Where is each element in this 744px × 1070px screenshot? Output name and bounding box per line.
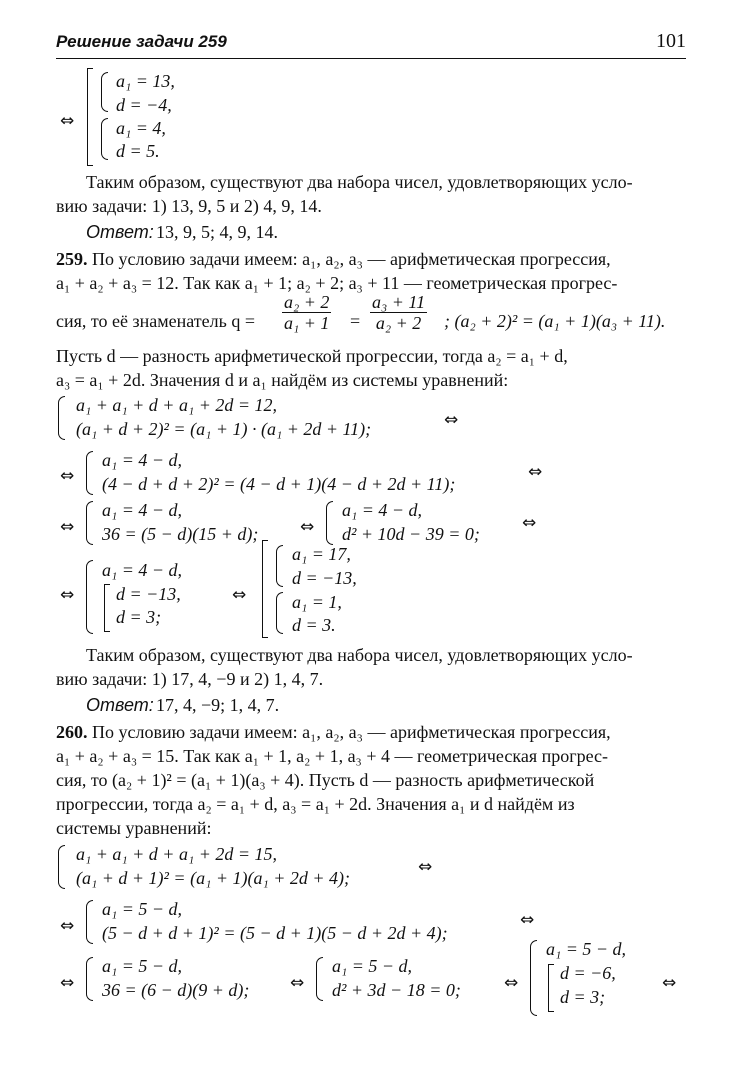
math-line: a₁ = 4 − d, (102, 450, 183, 470)
math-line: a₁ = 5 − d, (102, 956, 183, 976)
text-line: a₃ = a₁ + 2d. Значения d и a₁ найдём из системы уравнений: (56, 370, 509, 390)
equivalence-arrow: ⇔ (662, 973, 677, 993)
text-line: По условию задачи имеем: a₁, a₂, a₃ — арифметическая прогрессия, (92, 722, 611, 742)
equivalence-arrow: ⇔ (444, 410, 459, 430)
text-line: системы уравнений: (56, 818, 212, 838)
math-line: a₁ = 5 − d, (102, 899, 183, 919)
answer-label: Ответ: (86, 695, 154, 715)
math-line: 36 = (6 − d)(9 + d); (102, 980, 250, 1000)
running-header (56, 28, 686, 59)
text-line: Таким образом, существуют два набора чисел, удовлетворяющих усло- (86, 645, 633, 665)
answer-text: 13, 9, 5; 4, 9, 14. (156, 222, 279, 242)
equivalence-arrow: ⇔ (60, 916, 75, 936)
brace (276, 592, 283, 634)
equivalence-arrow: ⇔ (504, 973, 519, 993)
brace (86, 451, 93, 495)
brace (101, 72, 108, 112)
page-number: 101 (656, 30, 686, 52)
text-line: a₁ + a₂ + a₃ = 12. Так как a₁ + 1; a₂ + 2; a₃ + 11 — геометрическая прогрес- (56, 273, 618, 293)
math-line: a₁ = 5 − d, (546, 939, 627, 959)
equivalence-arrow: ⇔ (60, 517, 75, 537)
equivalence-arrow: ⇔ (520, 910, 535, 930)
math-line: a₁ = 4 − d, (342, 500, 423, 520)
header-title: Решение задачи 259 (56, 32, 227, 51)
math-line: d² + 10d − 39 = 0; (342, 524, 480, 544)
text-line: вию задачи: 1) 17, 4, −9 и 2) 1, 4, 7. (56, 669, 324, 689)
equals-sign: = (350, 311, 361, 331)
text-line: По условию задачи имеем: a₁, a₂, a₃ — арифметическая прогрессия, (92, 249, 611, 269)
math-line: (a₁ + d + 2)² = (a₁ + 1) · (a₁ + 2d + 11); (76, 419, 372, 439)
fraction (282, 292, 331, 333)
brace (58, 396, 65, 440)
math-line: (4 − d + d + 2)² = (4 − d + 1)(4 − d + 2d + 11); (102, 474, 456, 494)
math-line: d = 3. (292, 615, 336, 635)
equivalence-arrow: ⇔ (418, 857, 433, 877)
equivalence-arrow: ⇔ (60, 585, 75, 605)
math-line: a₁ = 4 − d, (102, 560, 183, 580)
equivalence-arrow: ⇔ (522, 513, 537, 533)
brace (530, 940, 537, 1016)
answer-label: Ответ: (86, 222, 154, 242)
equivalence-arrow: ⇔ (300, 517, 315, 537)
math-line: a₁ = 1, (292, 592, 342, 612)
text-line: вию задачи: 1) 13, 9, 5 и 2) 4, 9, 14. (56, 196, 322, 216)
math-line: d² + 3d − 18 = 0; (332, 980, 461, 1000)
fraction (370, 292, 427, 333)
bracket (262, 540, 268, 638)
text-line: сия, то её знаменатель q = (56, 311, 255, 331)
brace (276, 545, 283, 587)
text-line: Пусть d — разность арифметической прогрессии, тогда a₂ = a₁ + d, (56, 346, 568, 366)
fraction-numerator: a₂ + 2 (284, 292, 330, 312)
equivalence-arrow: ⇔ (60, 973, 75, 993)
text-line: прогрессии, тогда a₂ = a₁ + d, a₃ = a₁ + 2d. Значения a₁ и d найдём из (56, 794, 575, 814)
math-line: d = −6, (560, 963, 616, 983)
problem-number: 260. (56, 722, 88, 742)
text-line: сия, то (a₂ + 1)² = (a₁ + 1)(a₃ + 4). Пусть d — разность арифметической (56, 770, 595, 790)
math-line: d = 3; (116, 607, 162, 627)
math-line: (a₁ + d + 1)² = (a₁ + 1)(a₁ + 2d + 4); (76, 868, 351, 888)
fraction-numerator: a₃ + 11 (372, 292, 426, 312)
text-line: a₁ + a₂ + a₃ = 15. Так как a₁ + 1, a₂ + 1, a₃ + 4 — геометрическая прогрес- (56, 746, 609, 766)
problem-number: 259. (56, 249, 88, 269)
bracket (87, 68, 93, 166)
math-line: (5 − d + d + 1)² = (5 − d + 1)(5 − d + 2d + 4); (102, 923, 448, 943)
equivalence-arrow: ⇔ (290, 973, 305, 993)
fraction-denominator: a₁ + 1 (284, 313, 330, 333)
brace (86, 501, 93, 545)
math-line: a₁ + a₁ + d + a₁ + 2d = 15, (76, 844, 278, 864)
brace (101, 118, 108, 160)
math-line: d = −4, (116, 95, 172, 115)
math-line: a₁ = 13, (116, 71, 175, 91)
brace (58, 845, 65, 889)
math-line: a₁ = 17, (292, 544, 351, 564)
brace (316, 957, 323, 1001)
brace (86, 900, 93, 944)
fraction-denominator: a₂ + 2 (375, 313, 422, 333)
equivalence-arrow: ⇔ (232, 585, 247, 605)
brace (86, 560, 93, 634)
text-line: Таким образом, существуют два набора чисел, удовлетворяющих усло- (86, 172, 633, 192)
math-line: d = 5. (116, 141, 160, 161)
math-line: a₁ = 4 − d, (102, 500, 183, 520)
bracket (548, 964, 554, 1012)
bracket (104, 584, 110, 632)
brace (86, 957, 93, 1001)
math-line: ; (a₂ + 2)² = (a₁ + 1)(a₃ + 11). (444, 311, 666, 331)
answer-text: 17, 4, −9; 1, 4, 7. (156, 695, 280, 715)
equivalence-arrow: ⇔ (60, 111, 75, 131)
math-line: d = −13, (116, 584, 181, 604)
equivalence-arrow: ⇔ (60, 466, 75, 486)
math-line: d = −13, (292, 568, 357, 588)
math-line: a₁ + a₁ + d + a₁ + 2d = 12, (76, 395, 278, 415)
math-line: a₁ = 5 − d, (332, 956, 413, 976)
equivalence-arrow: ⇔ (528, 462, 543, 482)
math-line: 36 = (5 − d)(15 + d); (102, 524, 259, 544)
math-line: a₁ = 4, (116, 118, 166, 138)
brace (326, 501, 333, 545)
math-line: d = 3; (560, 987, 606, 1007)
